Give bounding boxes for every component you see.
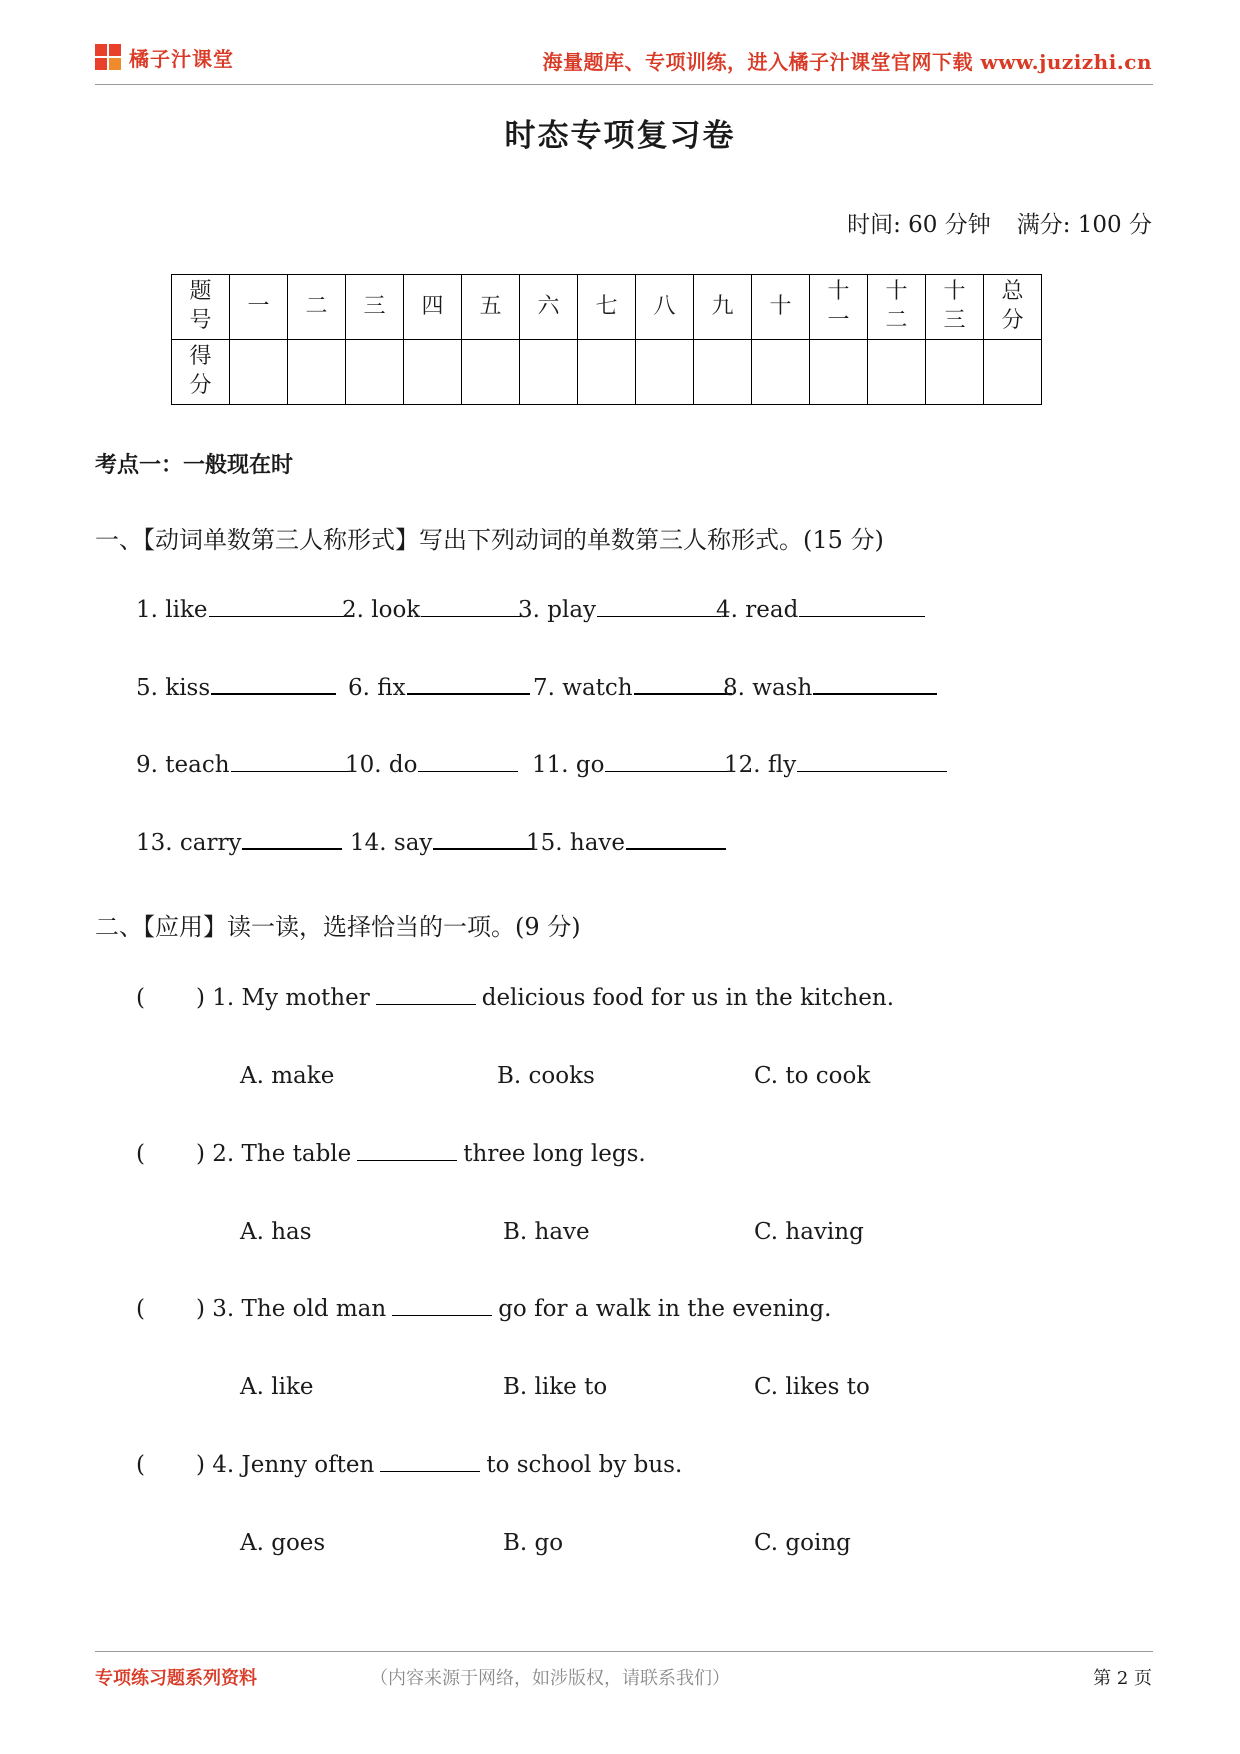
fill-item-word: 8. wash [723,675,813,701]
fill-item [136,675,336,701]
mc-option-a[interactable]: A. like [240,1374,314,1400]
col-label: 五 [479,293,502,319]
footer-series-label: 专项练习题系列资料 [95,1668,257,1689]
answer-blank[interactable] [421,615,521,617]
col-label: 十 [769,293,792,319]
fill-item-word: 11. go [532,752,605,778]
col-label: 十一 [827,279,850,333]
fill-item [716,597,925,623]
mc-option-c[interactable]: C. going [754,1530,851,1556]
fill-item [723,675,937,701]
page-number: 第 2 页 [1093,1668,1152,1689]
mc-option-b[interactable]: B. go [503,1530,564,1556]
col-label: 九 [711,293,734,319]
score-cell[interactable] [578,340,636,405]
fill-item-word: 10. do [345,752,418,778]
col-label: 二 [305,293,328,319]
brand-logo [95,43,234,72]
answer-blank[interactable] [605,770,729,772]
mc-stem-end: delicious food for us in the kitchen. [481,985,895,1011]
answer-blank[interactable] [407,692,530,695]
answer-blank[interactable] [418,770,518,772]
answer-blank[interactable] [597,615,721,617]
col-label: 六 [537,293,560,319]
score-cell[interactable] [636,340,694,405]
answer-blank[interactable] [634,692,732,695]
mc-option-c[interactable]: C. having [754,1219,864,1245]
answer-paren[interactable]: ( [136,1452,145,1478]
mc-question [136,985,894,1011]
score-cell[interactable] [984,340,1042,405]
fill-item [532,752,729,778]
mc-stem-start: ) 4. Jenny often [196,1452,375,1478]
fill-item-word: 4. read [716,597,799,623]
mc-option-b[interactable]: B. have [503,1219,590,1245]
answer-blank[interactable] [209,615,345,617]
answer-paren[interactable]: ( [136,1141,145,1167]
page-title: 时态专项复习卷 [504,118,736,154]
fill-item-word: 9. teach [136,752,230,778]
fill-item [518,597,721,623]
answer-paren[interactable]: ( [136,1296,145,1322]
row-label-question-no: 题号 [189,279,212,333]
fill-item-word: 2. look [342,597,421,623]
mc-option-b[interactable]: B. cooks [497,1063,595,1089]
fill-item-word: 12. fly [724,752,797,778]
mc-option-c[interactable]: C. likes to [754,1374,870,1400]
fill-item [342,597,521,623]
mc-stem-end: to school by bus. [486,1452,683,1478]
answer-blank[interactable] [433,847,533,850]
fill-item-word: 13. carry [136,830,242,856]
answer-blank[interactable] [242,847,342,850]
score-table [171,274,1042,405]
mc-question [136,1296,831,1322]
fill-item [533,675,732,701]
mc-option-a[interactable]: A. goes [240,1530,326,1556]
score-cell[interactable] [288,340,346,405]
header-slogan: 海量题库、专项训练，进入橘子汁课堂官网下载 www.juzizhi.cn [542,50,1152,74]
answer-blank[interactable] [813,692,937,695]
mc-option-c[interactable]: C. to cook [754,1063,871,1089]
fill-item-word: 14. say [350,830,433,856]
mc-option-a[interactable]: A. make [240,1063,335,1089]
score-cell[interactable] [694,340,752,405]
answer-blank[interactable] [211,692,336,695]
header-divider [95,84,1153,85]
col-label: 十三 [943,279,966,333]
exam-meta [847,206,1152,239]
fill-item-word: 15. have [526,830,626,856]
col-label: 三 [363,293,386,319]
score-cell[interactable] [404,340,462,405]
score-table-score-row [172,340,1042,405]
fill-item [348,675,530,701]
score-cell[interactable] [926,340,984,405]
mc-stem-start: ) 3. The old man [196,1296,387,1322]
footer-divider [95,1651,1153,1652]
answer-blank[interactable] [357,1159,457,1161]
mc-stem-end: go for a walk in the evening. [498,1296,832,1322]
fill-item-word: 7. watch [533,675,633,701]
score-cell[interactable] [462,340,520,405]
fill-item-word: 6. fix [348,675,406,701]
mc-stem-end: three long legs. [463,1141,646,1167]
logo-grid-icon [95,44,123,72]
row-label-score: 得分 [189,344,212,398]
fill-item-word: 5. kiss [136,675,211,701]
col-label: 总分 [1001,279,1024,333]
exam-time: 时间: 60 分钟 [847,212,991,238]
footer-copyright-note: （内容来源于网络，如涉版权，请联系我们） [370,1668,730,1689]
question-1-heading: 一、【动词单数第三人称形式】写出下列动词的单数第三人称形式。(15 分) [95,526,884,554]
logo-text: 橘子汁课堂 [129,47,234,71]
score-cell[interactable] [346,340,404,405]
answer-blank[interactable] [392,1314,492,1316]
mc-option-b[interactable]: B. like to [503,1374,608,1400]
mc-stem-start: ) 1. My mother [196,985,370,1011]
col-label: 一 [247,293,270,319]
mc-question [136,1452,682,1478]
fill-item [526,830,726,856]
mc-question [136,1141,646,1167]
fill-item [136,752,355,778]
answer-blank[interactable] [380,1470,480,1472]
score-cell[interactable] [230,340,288,405]
col-label: 十二 [885,279,908,333]
fill-item [350,830,533,856]
exam-full-score: 满分: 100 分 [1016,212,1152,238]
answer-blank[interactable] [797,770,947,772]
score-table-header-row [172,275,1042,340]
score-cell[interactable] [810,340,868,405]
fill-item [136,597,345,623]
answer-blank[interactable] [231,770,355,772]
mc-option-a[interactable]: A. has [240,1219,312,1245]
question-2-heading: 二、【应用】读一读，选择恰当的一项。(9 分) [95,913,581,941]
score-cell[interactable] [868,340,926,405]
fill-item [724,752,947,778]
score-cell[interactable] [520,340,578,405]
fill-item-word: 3. play [518,597,597,623]
fill-item-word: 1. like [136,597,208,623]
answer-blank[interactable] [626,847,726,850]
col-label: 七 [595,293,618,319]
section-heading: 考点一：一般现在时 [95,452,294,478]
answer-blank[interactable] [799,615,925,617]
col-label: 八 [653,293,676,319]
answer-paren[interactable]: ( [136,985,145,1011]
answer-blank[interactable] [376,1003,476,1005]
fill-item [345,752,518,778]
mc-stem-start: ) 2. The table [196,1141,352,1167]
score-cell[interactable] [752,340,810,405]
col-label: 四 [421,293,444,319]
fill-item [136,830,342,856]
